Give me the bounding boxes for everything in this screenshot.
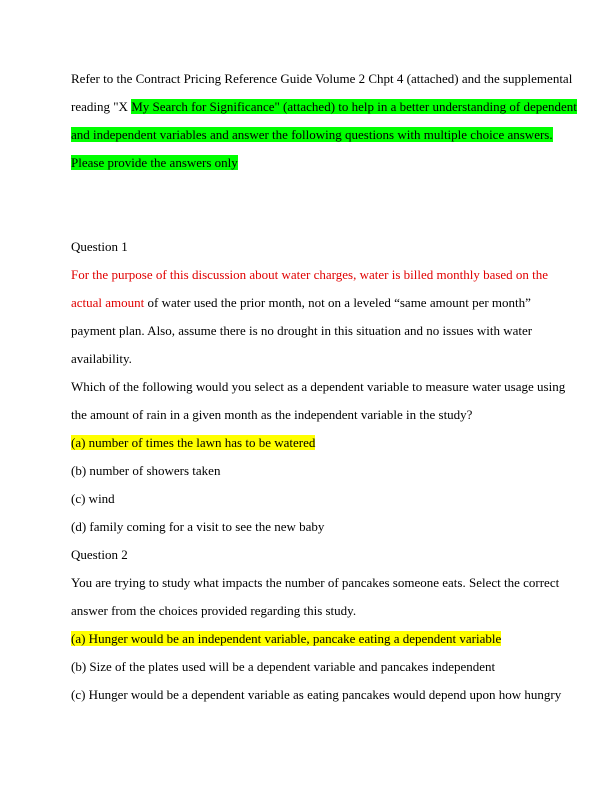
question-2-label: Question 2 (71, 547, 128, 562)
intro-line-2 (71, 99, 577, 115)
q2-question-line-1: You are trying to study what impacts the number of pancakes someone eats. Select the correct (71, 575, 560, 590)
q1-line-2 (71, 295, 531, 311)
q1-line-4: availability. (71, 351, 132, 366)
q1-option-d: (d) family coming for a visit to see the new baby (71, 519, 325, 534)
q1-question-line-2: the amount of rain in a given month as the independent variable in the study? (71, 407, 473, 422)
q1-option-a-highlight: (a) number of times the lawn has to be watered (71, 435, 316, 450)
intro-line-3 (71, 127, 553, 143)
q1-question-line-1: Which of the following would you select as a dependent variable to measure water usage using (71, 379, 566, 394)
q2-option-b: (b) Size of the plates used will be a dependent variable and pancakes independent (71, 659, 496, 674)
q2-option-a (71, 631, 501, 647)
intro-line-4 (71, 155, 238, 171)
q1-red-phrase: actual amount (71, 295, 145, 310)
q2-question-line-2: answer from the choices provided regarding this study. (71, 603, 357, 618)
intro-highlight-3: Please provide the answers only (71, 155, 238, 170)
intro-highlight-2: and independent variables and answer the following questions with multiple choice answers. (71, 127, 553, 142)
q2-option-c: (c) Hunger would be a dependent variable as eating pancakes would depend upon how hungry (71, 687, 562, 702)
q1-red-line-1: For the purpose of this discussion about water charges, water is billed monthly based on the (71, 267, 549, 282)
q1-line-3: payment plan. Also, assume there is no drought in this situation and no issues with water (71, 323, 533, 338)
q2-option-a-highlight: (a) Hunger would be an independent variable, pancake eating a dependent variable (71, 631, 502, 646)
q1-option-a (71, 435, 315, 451)
q1-option-b: (b) number of showers taken (71, 463, 221, 478)
question-1-label: Question 1 (71, 239, 128, 254)
intro-line-2-plain: reading "X (71, 99, 132, 114)
q1-option-c: (c) wind (71, 491, 115, 506)
intro-highlight-1: My Search for Significance" (attached) to help in a better understanding of dependent (131, 99, 577, 114)
intro-line-1: Refer to the Contract Pricing Reference Guide Volume 2 Chpt 4 (attached) and the supplemental (71, 71, 573, 86)
q1-line-2-rest: of water used the prior month, not on a leveled “same amount per month” (144, 295, 531, 310)
